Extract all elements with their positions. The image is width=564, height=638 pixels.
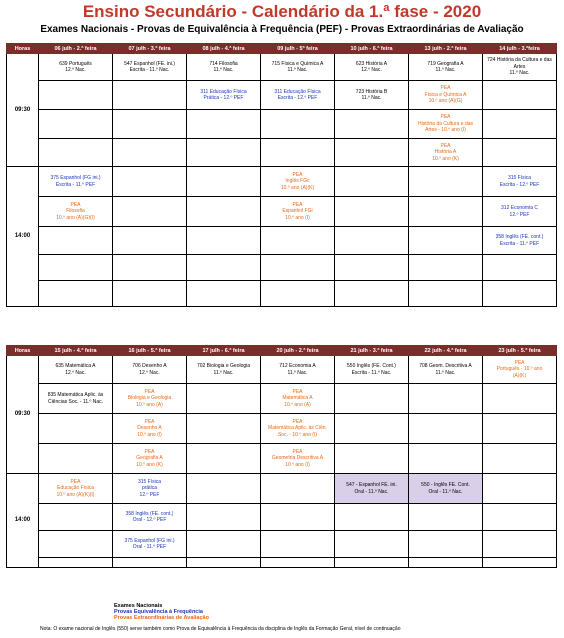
pea-cell: PEA Português - 10.º ano (A)(K) (483, 356, 557, 384)
empty-cell (409, 531, 483, 558)
table-row (7, 197, 557, 227)
empty-cell (261, 474, 335, 504)
empty-cell (39, 504, 113, 531)
empty-cell (483, 384, 557, 414)
footnote: Nota: O exame nacional de Inglês (550) serve também como Prova de Equivalência à Frequência da disciplina de Inglês da Formação Geral, nível de continuação (40, 626, 401, 632)
table-row (7, 444, 557, 474)
calendar-week-1 (6, 43, 557, 307)
pea-cell: PEA Geografia A 10.º ano (K) (113, 444, 187, 474)
empty-cell (187, 531, 261, 558)
table-row (7, 167, 557, 197)
empty-cell (409, 444, 483, 474)
exam-cell: 712 Economia A 11.º Nac. (261, 356, 335, 384)
exam-cell: 623 História A 12.º Nac. (335, 54, 409, 81)
empty-cell (113, 167, 187, 197)
empty-cell (483, 110, 557, 139)
empty-cell (187, 504, 261, 531)
pef-cell: 375 Espanhol (FG ini.) Oral - 11.º PEF (113, 531, 187, 558)
table-row (7, 356, 557, 384)
empty-cell (335, 384, 409, 414)
table-row (7, 110, 557, 139)
header-cell: 10 julh - 6.ª feira (335, 44, 409, 54)
page-subtitle: Exames Nacionais - Provas de Equivalência à Frequência (PEF) - Provas Extraordinárias de Avaliação (40, 24, 524, 35)
exam-cell: 702 Biologia e Geologia 11.º Nac. (187, 356, 261, 384)
oral-exam-cell: 550 - Inglês FE. Cont. Oral - 11.º Nac. (409, 474, 483, 504)
empty-cell (409, 197, 483, 227)
empty-cell (113, 197, 187, 227)
empty-cell (113, 139, 187, 167)
empty-cell (187, 444, 261, 474)
exam-cell: 723 História B 11.º Nac. (335, 81, 409, 110)
empty-cell (483, 139, 557, 167)
table-row (7, 81, 557, 110)
header-cell: 15 julh - 4.ª feira (39, 346, 113, 356)
table-row (7, 558, 557, 568)
hour-cell: 14:00 (7, 474, 39, 568)
pea-cell: PEA Espanhol FGi 10.º ano (I) (261, 197, 335, 227)
header-row (7, 44, 557, 54)
table-row (7, 227, 557, 255)
header-cell: 17 julh - 6.ª feira (187, 346, 261, 356)
empty-cell (39, 414, 113, 444)
pef-cell: 358 Inglês (FE. cont.) Oral - 12.º PEF (113, 504, 187, 531)
empty-cell (335, 197, 409, 227)
empty-cell (39, 139, 113, 167)
pea-cell: PEA Educação Física 10.º ano (A)(K)(I) (39, 474, 113, 504)
empty-cell (261, 504, 335, 531)
empty-cell (483, 504, 557, 531)
header-cell: 21 julh - 3.ª feira (335, 346, 409, 356)
pef-cell: 311 Educação Física Escrita - 12.º PEF (261, 81, 335, 110)
header-row (7, 346, 557, 356)
empty-cell (409, 384, 483, 414)
header-cell: 20 julh - 2.ª feira (261, 346, 335, 356)
empty-cell (409, 167, 483, 197)
empty-cell (335, 110, 409, 139)
pea-cell: PEA Inglês FGc 10.º ano (A)(K) (261, 167, 335, 197)
header-cell: 14 julh - 3.ªfeira (483, 44, 557, 54)
empty-cell (335, 414, 409, 444)
table-row (7, 54, 557, 81)
legend-pef: Provas Equivalência à Frequência (114, 609, 203, 615)
pea-cell: PEA Filosofia 10.º ano (A)(G)(I) (39, 197, 113, 227)
header-cell: 06 julh - 2.ª feira (39, 44, 113, 54)
empty-cell (39, 227, 113, 255)
empty-cell (113, 110, 187, 139)
header-cell: 13 julh - 2.ª feira (409, 44, 483, 54)
pef-cell: 311 Educação Física Prática - 12.º PEF (187, 81, 261, 110)
hour-cell: 14:00 (7, 167, 39, 307)
empty-cell (335, 531, 409, 558)
exam-cell: 835 Matemática Aplic. às Ciências Soc. - 11.º Nac. (39, 384, 113, 414)
header-cell: Horas (7, 346, 39, 356)
pea-cell: PEA Matemática Aplic. às Ciên. Soc. - 10.º ano (I) (261, 414, 335, 444)
calendar-week-2 (6, 345, 557, 568)
pef-cell: 375 Espanhol (FG ini.) Escrita - 11.º PEF (39, 167, 113, 197)
empty-cell (335, 444, 409, 474)
page-title: Ensino Secundário - Calendário da 1.ª fase - 2020 (82, 2, 482, 21)
exam-cell: 706 Desenho A 12.º Nac. (113, 356, 187, 384)
empty-cell (335, 139, 409, 167)
empty-cell (483, 531, 557, 558)
pea-cell: PEA História da Cultura e das Artes - 10.º ano (I) (409, 110, 483, 139)
empty-cell (39, 81, 113, 110)
empty-cell (187, 197, 261, 227)
header-cell: 09 julh - 5ª feira (261, 44, 335, 54)
exam-cell: 724 História da Cultura e das Artes 11.º Nac. (483, 54, 557, 81)
legend-pea: Provas Extraordinárias de Avaliação (114, 615, 209, 621)
empty-cell (113, 227, 187, 255)
empty-cell (261, 227, 335, 255)
empty-cell (187, 139, 261, 167)
empty-cell (409, 227, 483, 255)
empty-cell (187, 167, 261, 197)
table-row (7, 531, 557, 558)
exam-cell: 719 Geografia A 11.º Nac. (409, 54, 483, 81)
table-row (7, 384, 557, 414)
hour-cell: 09:30 (7, 54, 39, 167)
header-cell: 23 julh - 5.ª feira (483, 346, 557, 356)
exam-cell: 547 Espanhol (FE. ini.) Escrita - 11.º Nac. (113, 54, 187, 81)
table-row (7, 504, 557, 531)
header-cell: 08 julh - 4.ª feira (187, 44, 261, 54)
table-row (7, 281, 557, 307)
empty-cell (39, 531, 113, 558)
empty-cell (187, 414, 261, 444)
empty-cell (483, 444, 557, 474)
exam-cell: 714 Filosofia 11.º Nac. (187, 54, 261, 81)
empty-cell (409, 504, 483, 531)
exam-cell: 639 Português 12.º Nac. (39, 54, 113, 81)
header-cell: 16 julh - 5.ª feira (113, 346, 187, 356)
empty-cell (335, 167, 409, 197)
pea-cell: PEA Biologia e Geologia 10.º ano (A) (113, 384, 187, 414)
pea-cell: PEA Desenho A 10.º ano (I) (113, 414, 187, 444)
table-row (7, 139, 557, 167)
oral-exam-cell: 547 - Espanhol FE. ini. Oral - 11.º Nac. (335, 474, 409, 504)
empty-cell (483, 474, 557, 504)
empty-cell (409, 414, 483, 444)
pea-cell: PEA História A 10.º ano (K) (409, 139, 483, 167)
exam-cell: 550 Inglês (FE. Cont.) Escrita - 11.º Nac. (335, 356, 409, 384)
legend-exams: Exames Nacionais (114, 603, 163, 609)
pef-cell: 315 Física Escrita - 12.º PEF (483, 167, 557, 197)
legend (114, 603, 209, 621)
pea-cell: PEA Física e Química A 10.º ano (A)(G) (409, 81, 483, 110)
table-row (7, 255, 557, 281)
header-cell: Horas (7, 44, 39, 54)
hour-cell: 09:30 (7, 356, 39, 474)
pea-cell: PEA Matemática A 10.º ano (A) (261, 384, 335, 414)
empty-cell (335, 504, 409, 531)
empty-cell (187, 384, 261, 414)
empty-cell (187, 110, 261, 139)
empty-cell (261, 139, 335, 167)
header-cell: 07 julh - 3.ª feira (113, 44, 187, 54)
empty-cell (39, 110, 113, 139)
empty-cell (187, 474, 261, 504)
empty-cell (187, 227, 261, 255)
pef-cell: 315 Física prática 12.º PEF (113, 474, 187, 504)
empty-cell (483, 414, 557, 444)
exam-cell: 708 Geom. Descritiva A 11.º Nac. (409, 356, 483, 384)
pef-cell: 312 Economia C 12.º PEF (483, 197, 557, 227)
pef-cell: 358 Inglês (FE. cont.) Escrita - 11.º PEF (483, 227, 557, 255)
empty-cell (261, 531, 335, 558)
empty-cell (39, 444, 113, 474)
pea-cell: PEA Geometria Descritiva A 10.º ano (I) (261, 444, 335, 474)
exam-cell: 715 Física e Química A 11.º Nac. (261, 54, 335, 81)
empty-cell (335, 227, 409, 255)
table-row (7, 474, 557, 504)
empty-cell (261, 110, 335, 139)
header-cell: 22 julh - 4.ª feira (409, 346, 483, 356)
table-row (7, 414, 557, 444)
empty-cell (113, 81, 187, 110)
exam-cell: 635 Matemática A 12.º Nac. (39, 356, 113, 384)
empty-cell (483, 81, 557, 110)
